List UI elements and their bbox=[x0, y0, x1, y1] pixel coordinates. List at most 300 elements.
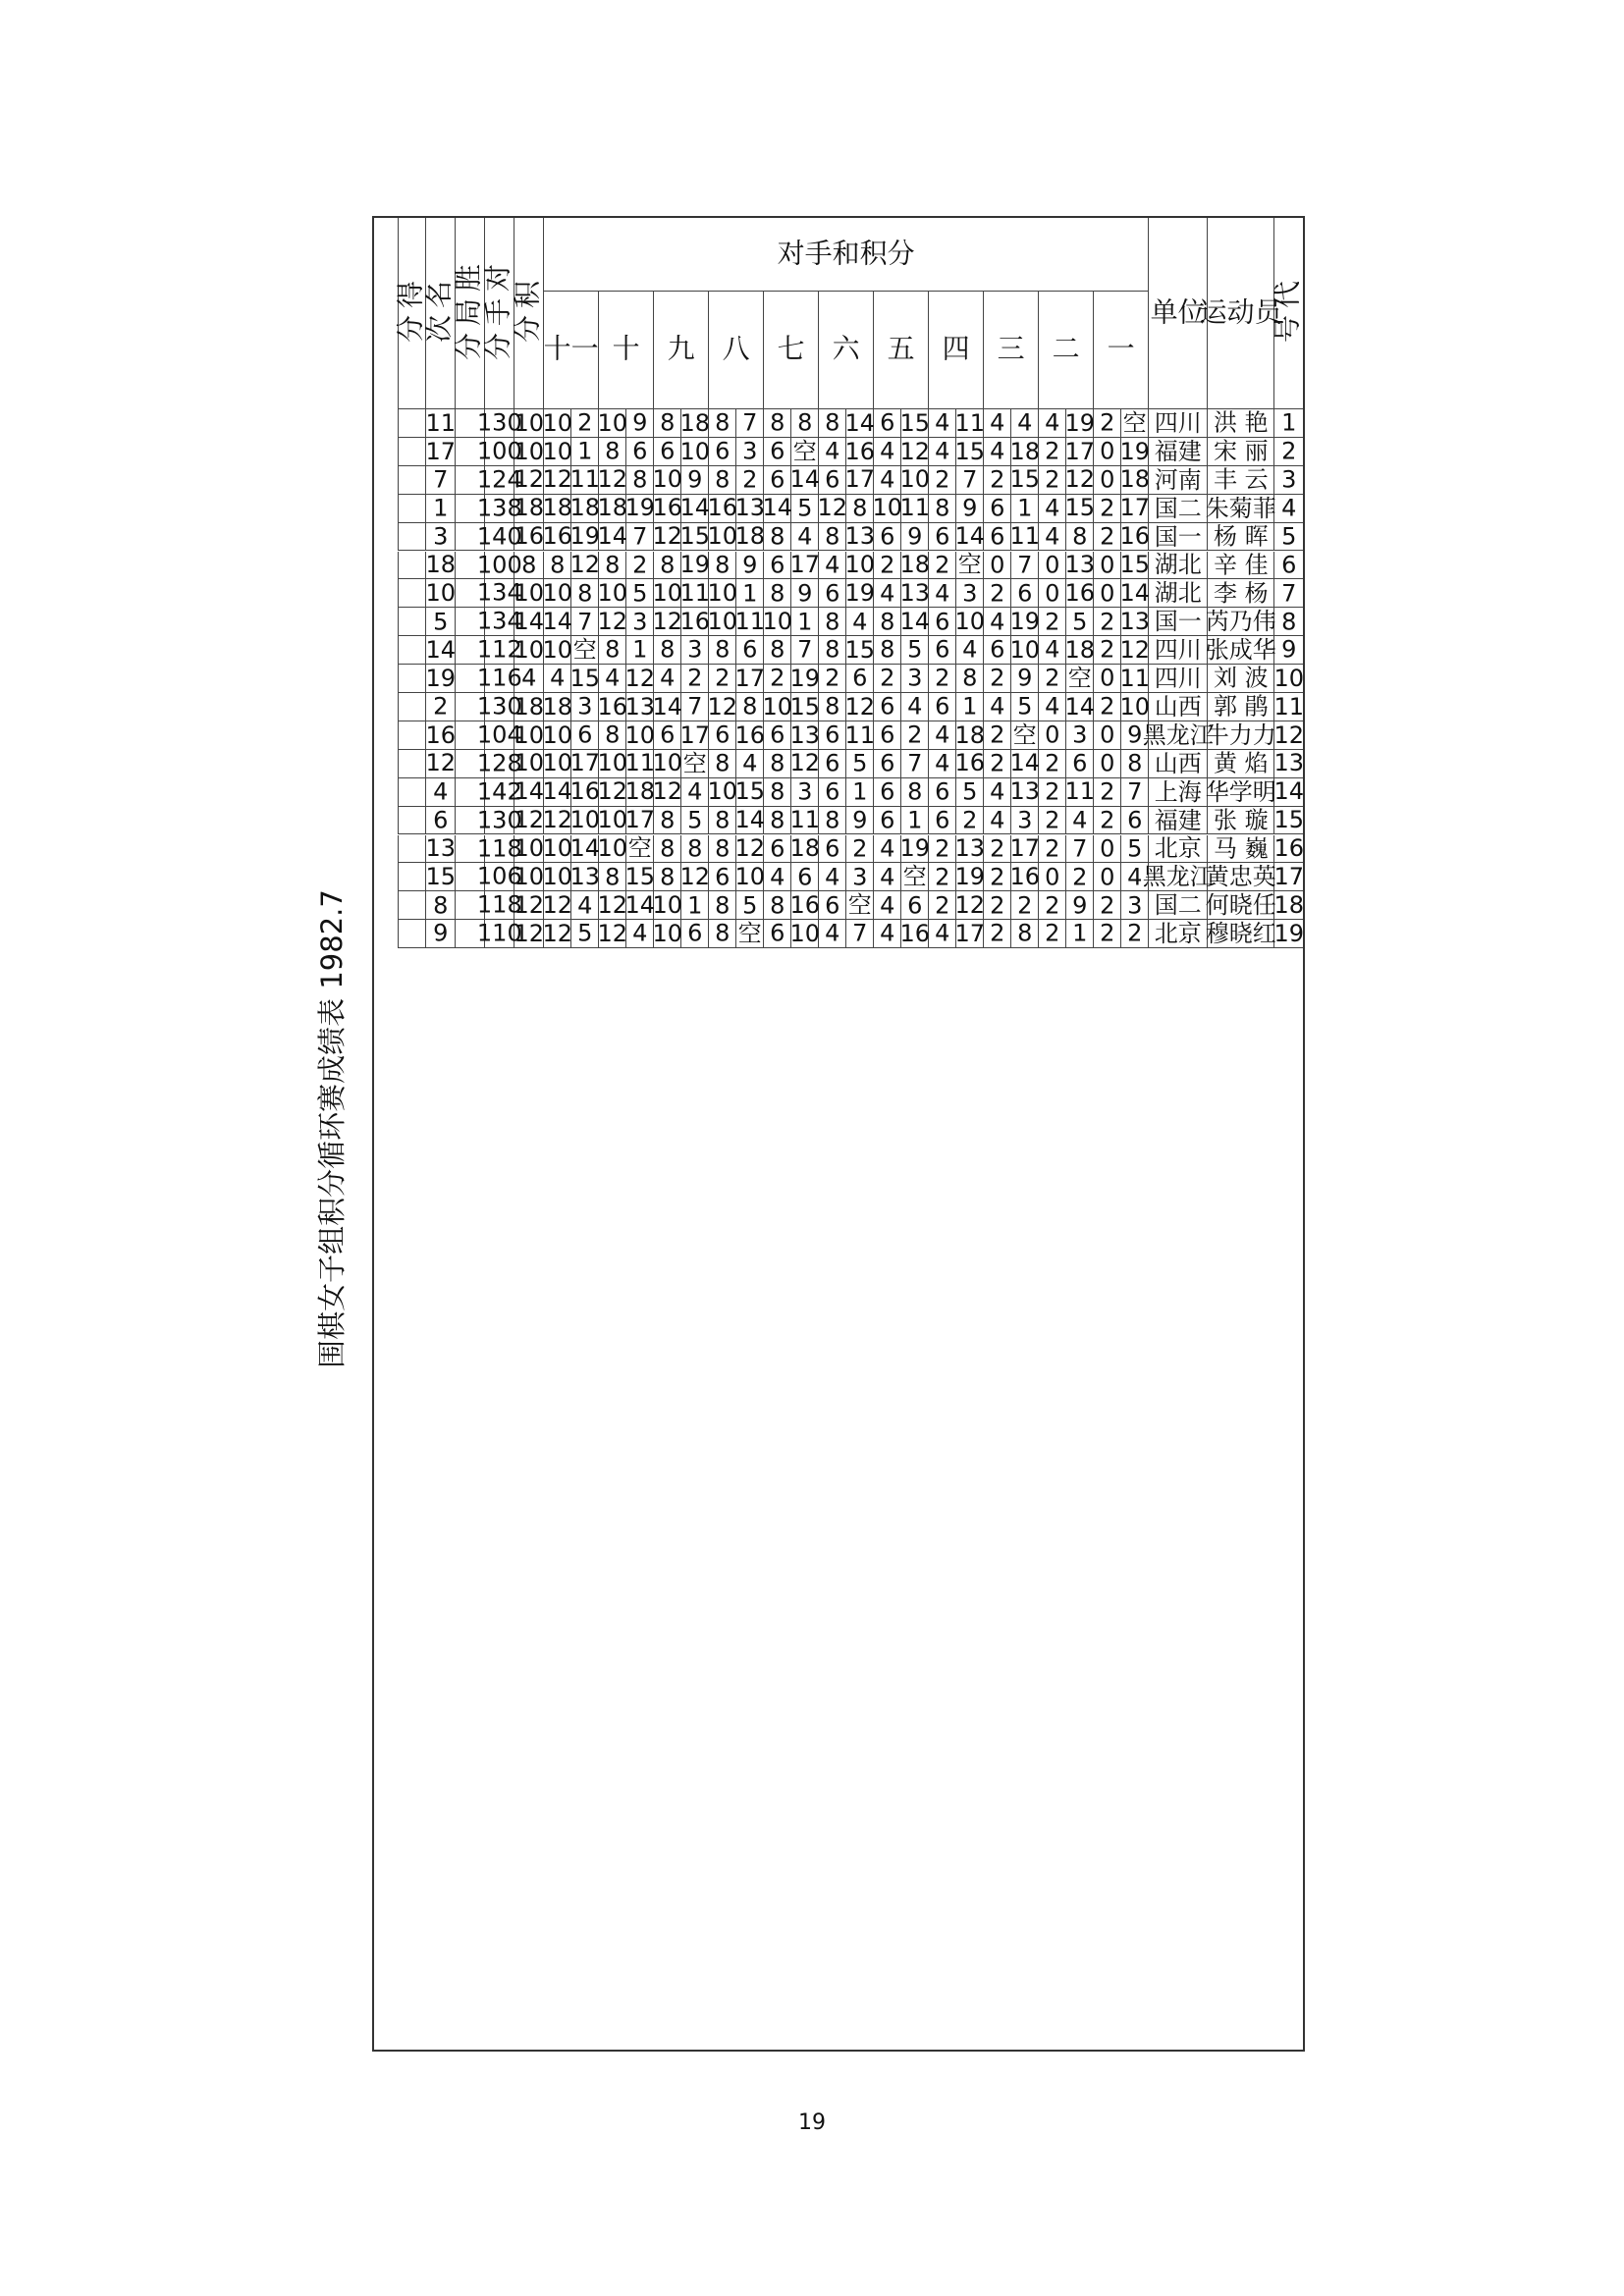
table-cell-r8b-text: 8 bbox=[659, 408, 676, 437]
table-cell-r5b bbox=[818, 721, 845, 750]
table-cell-r8b-text: 6 bbox=[659, 437, 676, 465]
table-cell-r7a bbox=[735, 409, 763, 438]
table-cell-r7b-text: 8 bbox=[714, 551, 731, 579]
table-cell-r0b-text: 0 bbox=[1099, 863, 1115, 891]
table-cell-r1b bbox=[1038, 579, 1065, 608]
table-cell-r1a bbox=[1065, 863, 1093, 891]
header-round-text: 四 bbox=[942, 333, 970, 366]
table-cell-r2b bbox=[983, 495, 1010, 523]
table-cell-r3a-text: 12 bbox=[954, 891, 985, 920]
table-cell-r10b bbox=[543, 920, 570, 948]
table-cell-r4a-text: 19 bbox=[899, 834, 930, 863]
table-cell-score bbox=[398, 438, 425, 466]
table-cell-points-text: 10 bbox=[514, 721, 544, 749]
table-cell-r7a-text: 13 bbox=[734, 494, 765, 522]
table-cell-points-text: 14 bbox=[514, 777, 544, 806]
table-cell-r6b bbox=[763, 523, 790, 552]
table-cell-r3a bbox=[955, 665, 983, 693]
table-cell-r1b bbox=[1038, 807, 1065, 835]
table-cell-r7b bbox=[708, 807, 735, 835]
table-cell-r2a bbox=[1010, 721, 1038, 750]
table-cell-rank-text: 15 bbox=[425, 863, 456, 891]
table-cell-rank bbox=[425, 636, 455, 665]
table-cell-r9a-text: 15 bbox=[624, 863, 655, 891]
table-cell-r10a-text: 11 bbox=[569, 465, 600, 494]
table-cell-r3b bbox=[928, 807, 955, 835]
table-cell-r7b bbox=[708, 920, 735, 948]
table-cell-r5a-text: 19 bbox=[844, 579, 875, 608]
table-cell-r4b-text: 10 bbox=[872, 494, 902, 522]
table-cell-r4a bbox=[900, 778, 928, 807]
table-cell-r6a-text: 17 bbox=[789, 551, 820, 579]
table-cell-r0b bbox=[1093, 721, 1120, 750]
table-cell-r0a-text: 16 bbox=[1119, 522, 1150, 551]
table-cell-r9b bbox=[598, 693, 625, 721]
table-cell-r10a bbox=[570, 552, 598, 580]
table-cell-r1b-text: 2 bbox=[1044, 608, 1060, 636]
table-cell-r5a bbox=[845, 920, 873, 948]
table-cell-r9b-text: 4 bbox=[604, 664, 621, 692]
table-cell-r0b bbox=[1093, 778, 1120, 807]
table-cell-unit-text: 国一 bbox=[1154, 522, 1202, 551]
table-cell-r0a-text: 18 bbox=[1119, 465, 1150, 494]
table-cell-r10b bbox=[543, 495, 570, 523]
table-cell-r4a bbox=[900, 523, 928, 552]
table-cell-r10a-text: 5 bbox=[576, 919, 593, 947]
table-cell-r2a bbox=[1010, 438, 1038, 466]
table-cell-r6a-text: 15 bbox=[789, 692, 820, 721]
table-cell-r1a-text: 19 bbox=[1064, 408, 1095, 437]
table-cell-r9a bbox=[625, 409, 653, 438]
table-cell-r3b-text: 6 bbox=[934, 692, 950, 721]
table-cell-r4a bbox=[900, 409, 928, 438]
table-cell-r9a-text: 5 bbox=[631, 579, 648, 608]
table-cell-rank bbox=[425, 438, 455, 466]
table-cell-rank bbox=[425, 608, 455, 636]
table-cell-r0a bbox=[1120, 835, 1148, 864]
table-cell-rank bbox=[425, 552, 455, 580]
table-cell-r1a bbox=[1065, 409, 1093, 438]
table-cell-r9b-text: 16 bbox=[597, 692, 627, 721]
table-cell-r0b-text: 2 bbox=[1099, 806, 1115, 834]
table-cell-r1b bbox=[1038, 409, 1065, 438]
table-cell-r1a bbox=[1065, 778, 1093, 807]
table-cell-r0b bbox=[1093, 807, 1120, 835]
table-cell-name-text: 丰 云 bbox=[1213, 465, 1269, 494]
table-cell-points-text: 10 bbox=[514, 749, 544, 777]
table-cell-r9b bbox=[598, 552, 625, 580]
table-cell-r10b-text: 12 bbox=[542, 465, 572, 494]
table-cell-name bbox=[1205, 777, 1276, 807]
table-cell-r6a bbox=[790, 778, 818, 807]
table-cell-r1a-text: 16 bbox=[1064, 579, 1095, 608]
table-cell-r9b-text: 12 bbox=[597, 891, 627, 920]
header-athlete-text: 运动员 bbox=[1199, 295, 1282, 329]
table-cell-r7a-text: 10 bbox=[734, 863, 765, 891]
table-cell-r9b-text: 10 bbox=[597, 408, 627, 437]
table-cell-r0a-text: 3 bbox=[1126, 891, 1143, 920]
table-cell-points-text: 12 bbox=[514, 806, 544, 834]
table-cell-r5a-text: 13 bbox=[844, 522, 875, 551]
table-cell-r2b bbox=[983, 693, 1010, 721]
table-cell-r3a-text: 8 bbox=[961, 664, 978, 692]
table-cell-r9b bbox=[598, 466, 625, 495]
table-cell-r7b bbox=[708, 863, 735, 891]
table-cell-r8a bbox=[680, 891, 708, 920]
header-round bbox=[653, 292, 708, 409]
table-cell-r2b-text: 2 bbox=[989, 465, 1005, 494]
table-cell-r9b-text: 12 bbox=[597, 919, 627, 947]
table-cell-opp bbox=[476, 664, 522, 693]
table-cell-r4a-text: 16 bbox=[899, 919, 930, 947]
table-cell-r8b-text: 8 bbox=[659, 635, 676, 664]
table-cell-r8b-text: 10 bbox=[652, 891, 682, 920]
table-cell-r10b bbox=[543, 665, 570, 693]
table-cell-r7a bbox=[735, 665, 763, 693]
table-cell-win bbox=[455, 863, 484, 891]
table-cell-rank bbox=[425, 721, 455, 750]
table-cell-r1a bbox=[1065, 579, 1093, 608]
table-cell-code-text: 2 bbox=[1280, 437, 1297, 465]
table-cell-score bbox=[398, 636, 425, 665]
table-cell-r3a bbox=[955, 807, 983, 835]
table-cell-r9a-text: 18 bbox=[624, 777, 655, 806]
table-cell-r0a-text: 7 bbox=[1126, 777, 1143, 806]
table-cell-r7a-text: 14 bbox=[734, 806, 765, 834]
table-cell-r9a-text: 9 bbox=[631, 408, 648, 437]
table-cell-rank-text: 5 bbox=[432, 608, 449, 636]
table-cell-r8a-text: 16 bbox=[679, 608, 710, 636]
table-cell-r7b bbox=[708, 665, 735, 693]
table-cell-points-text: 10 bbox=[514, 408, 544, 437]
table-cell-r3a-text: 4 bbox=[961, 635, 978, 664]
table-cell-name bbox=[1207, 523, 1273, 552]
table-cell-opp-text: 142 bbox=[476, 777, 522, 806]
table-cell-r7b-text: 8 bbox=[714, 749, 731, 777]
table-cell-opp-text: 118 bbox=[476, 891, 522, 920]
table-cell-unit-text: 湖北 bbox=[1154, 579, 1202, 608]
table-cell-r9a-text: 8 bbox=[631, 465, 648, 494]
table-cell-r10a bbox=[570, 807, 598, 835]
table-cell-opp bbox=[476, 494, 522, 523]
table-cell-rank bbox=[425, 693, 455, 721]
table-cell-opp bbox=[476, 408, 522, 438]
table-cell-r4b-text: 6 bbox=[879, 806, 895, 834]
table-title: 围棋女子组积分循环赛成绩表 1982.7 bbox=[315, 889, 349, 1368]
table-cell-r8a bbox=[680, 920, 708, 948]
table-cell-r10a bbox=[570, 863, 598, 891]
table-cell-unit bbox=[1148, 693, 1207, 721]
table-cell-r0b-text: 2 bbox=[1099, 777, 1115, 806]
table-cell-opp bbox=[476, 721, 522, 750]
table-cell-score bbox=[398, 863, 425, 891]
table-cell-name-text: 何晓任 bbox=[1205, 891, 1276, 920]
table-cell-r4b bbox=[873, 891, 900, 920]
table-cell-r0b bbox=[1093, 466, 1120, 495]
table-cell-r0b bbox=[1093, 693, 1120, 721]
table-cell-r2b-text: 4 bbox=[989, 608, 1005, 636]
table-cell-r2b bbox=[983, 608, 1010, 636]
table-cell-r3a-text: 19 bbox=[954, 863, 985, 891]
table-cell-r2a-text: 18 bbox=[1009, 437, 1040, 465]
table-cell-r4a-text: 1 bbox=[906, 806, 923, 834]
table-cell-r4b bbox=[873, 438, 900, 466]
table-cell-r6b bbox=[763, 863, 790, 891]
table-cell-r2a bbox=[1010, 495, 1038, 523]
table-cell-r1a bbox=[1065, 750, 1093, 778]
table-cell-r1a-text: 13 bbox=[1064, 551, 1095, 579]
header-win-points-text: 胜局分 bbox=[454, 262, 486, 364]
table-cell-r7a bbox=[735, 693, 763, 721]
table-cell-r8b bbox=[653, 665, 680, 693]
table-cell-r8a bbox=[680, 466, 708, 495]
table-cell-rank bbox=[425, 778, 455, 807]
table-cell-score bbox=[398, 579, 425, 608]
table-cell-r0b bbox=[1093, 891, 1120, 920]
table-cell-win bbox=[455, 466, 484, 495]
table-cell-r10a bbox=[570, 466, 598, 495]
header-points bbox=[514, 218, 543, 409]
table-cell-r5a-text: 4 bbox=[851, 608, 868, 636]
table-cell-r9a-text: 10 bbox=[624, 721, 655, 749]
table-cell-r7a-text: 3 bbox=[741, 437, 758, 465]
table-cell-opp bbox=[476, 919, 522, 948]
table-cell-r3b-text: 4 bbox=[934, 437, 950, 465]
header-win-points bbox=[455, 218, 484, 409]
table-cell-r10b-text: 10 bbox=[542, 721, 572, 749]
table-cell-r2b-text: 2 bbox=[989, 721, 1005, 749]
table-cell-r4a-text: 3 bbox=[906, 664, 923, 692]
table-cell-r0a bbox=[1120, 920, 1148, 948]
table-cell-r6b-text: 8 bbox=[769, 806, 785, 834]
table-cell-r5a bbox=[845, 636, 873, 665]
table-cell-r7a bbox=[735, 636, 763, 665]
table-cell-name-text: 李 杨 bbox=[1213, 579, 1269, 608]
table-cell-r7a-text: 7 bbox=[741, 408, 758, 437]
table-cell-r4b-text: 4 bbox=[879, 437, 895, 465]
table-cell-r7a bbox=[735, 466, 763, 495]
table-cell-r3a-text: 3 bbox=[961, 579, 978, 608]
table-cell-r8b bbox=[653, 778, 680, 807]
table-cell-r6a bbox=[790, 721, 818, 750]
table-cell-r0a-text: 14 bbox=[1119, 579, 1150, 608]
table-cell-r0b bbox=[1093, 438, 1120, 466]
table-cell-r10b bbox=[543, 409, 570, 438]
table-cell-rank-text: 14 bbox=[425, 635, 456, 664]
table-cell-points-text: 18 bbox=[514, 494, 544, 522]
table-cell-r8b-text: 14 bbox=[652, 692, 682, 721]
table-cell-r3a-text: 2 bbox=[961, 806, 978, 834]
table-cell-r6b-text: 6 bbox=[769, 721, 785, 749]
table-cell-r10a bbox=[570, 636, 598, 665]
table-cell-rank-text: 13 bbox=[425, 834, 456, 863]
table-cell-code bbox=[1273, 495, 1303, 523]
table-cell-r2a-text: 17 bbox=[1009, 834, 1040, 863]
table-cell-r7b bbox=[708, 466, 735, 495]
table-cell-r9b-text: 8 bbox=[604, 437, 621, 465]
table-cell-r9b-text: 10 bbox=[597, 806, 627, 834]
table-cell-r10b bbox=[543, 721, 570, 750]
table-cell-r3b-text: 2 bbox=[934, 863, 950, 891]
header-round-text: 一 bbox=[1107, 333, 1135, 366]
table-cell-r2b bbox=[983, 807, 1010, 835]
table-cell-r10b bbox=[543, 863, 570, 891]
table-cell-r8b-text: 4 bbox=[659, 664, 676, 692]
table-cell-r7a bbox=[735, 579, 763, 608]
table-cell-r4b-text: 4 bbox=[879, 579, 895, 608]
table-cell-r3a bbox=[955, 863, 983, 891]
table-cell-r3a-text: 17 bbox=[954, 919, 985, 947]
table-cell-code-text: 8 bbox=[1280, 608, 1297, 636]
table-cell-r0a-text: 2 bbox=[1126, 919, 1143, 947]
table-cell-r7b bbox=[708, 835, 735, 864]
header-score bbox=[396, 218, 428, 409]
table-cell-opp-text: 104 bbox=[476, 721, 522, 749]
table-cell-r0a bbox=[1120, 636, 1148, 665]
table-cell-r9b-text: 12 bbox=[597, 608, 627, 636]
header-round bbox=[1038, 292, 1093, 409]
table-cell-r0a-text: 12 bbox=[1119, 635, 1150, 664]
table-cell-name bbox=[1207, 552, 1273, 580]
table-cell-r3a bbox=[955, 920, 983, 948]
table-cell-code-text: 11 bbox=[1273, 692, 1304, 721]
table-cell-r10a-text: 16 bbox=[569, 777, 600, 806]
table-cell-code bbox=[1273, 466, 1303, 495]
table-cell-r0a bbox=[1120, 523, 1148, 552]
table-cell-r4b bbox=[873, 835, 900, 864]
table-cell-r7a bbox=[735, 750, 763, 778]
table-cell-name-text: 辛 佳 bbox=[1213, 551, 1269, 579]
header-round-text: 十一 bbox=[543, 333, 599, 366]
table-cell-r0b-text: 2 bbox=[1099, 494, 1115, 522]
table-cell-r1a bbox=[1065, 523, 1093, 552]
table-cell-r10b-text: 12 bbox=[542, 806, 572, 834]
table-cell-r3a bbox=[955, 466, 983, 495]
table-cell-unit-text: 国二 bbox=[1154, 494, 1202, 522]
table-cell-r7a-text: 2 bbox=[741, 465, 758, 494]
table-cell-r5b bbox=[818, 636, 845, 665]
table-cell-r10b-text: 16 bbox=[542, 522, 572, 551]
table-cell-r7b-text: 12 bbox=[707, 692, 737, 721]
table-cell-r3b bbox=[928, 721, 955, 750]
table-cell-r2a bbox=[1010, 409, 1038, 438]
table-cell-r8a-text: 11 bbox=[679, 579, 710, 608]
table-cell-opp-text: 138 bbox=[476, 494, 522, 522]
table-cell-r2a-text: 9 bbox=[1016, 664, 1033, 692]
table-cell-r5a-text: 7 bbox=[851, 919, 868, 947]
table-cell-score bbox=[398, 608, 425, 636]
table-cell-rank-text: 11 bbox=[425, 408, 456, 437]
table-cell-r1b bbox=[1038, 835, 1065, 864]
table-cell-r7a-text: 8 bbox=[741, 692, 758, 721]
table-cell-r2a bbox=[1010, 778, 1038, 807]
table-cell-r4a bbox=[900, 608, 928, 636]
table-cell-r8b bbox=[653, 807, 680, 835]
header-points-text: 积分 bbox=[513, 280, 545, 347]
table-cell-score bbox=[398, 409, 425, 438]
table-cell-r7a-text: 4 bbox=[741, 749, 758, 777]
table-cell-r5b-text: 4 bbox=[824, 551, 840, 579]
table-cell-r4b bbox=[873, 721, 900, 750]
table-cell-r5b bbox=[818, 920, 845, 948]
table-cell-win bbox=[455, 778, 484, 807]
table-cell-r2b bbox=[983, 466, 1010, 495]
table-cell-r5a bbox=[845, 523, 873, 552]
table-cell-name-text: 朱菊菲 bbox=[1205, 494, 1276, 522]
table-cell-r9b bbox=[598, 920, 625, 948]
header-code-text: 代号 bbox=[1272, 280, 1305, 347]
table-cell-r8b-text: 12 bbox=[652, 522, 682, 551]
table-cell-r5b-text: 8 bbox=[824, 692, 840, 721]
table-cell-r2b bbox=[983, 891, 1010, 920]
table-cell-r0b-text: 0 bbox=[1099, 437, 1115, 465]
table-cell-opp bbox=[476, 806, 522, 835]
table-cell-r4a bbox=[900, 466, 928, 495]
table-cell-unit bbox=[1148, 891, 1207, 920]
table-cell-r6b bbox=[763, 608, 790, 636]
table-cell-r0a-text: 8 bbox=[1126, 749, 1143, 777]
table-cell-unit bbox=[1148, 495, 1207, 523]
table-cell-r2a bbox=[1010, 665, 1038, 693]
table-cell-code bbox=[1273, 891, 1303, 920]
table-cell-name bbox=[1207, 438, 1273, 466]
table-cell-r5b bbox=[818, 608, 845, 636]
table-cell-r2a-text: 3 bbox=[1016, 806, 1033, 834]
table-cell-r4b bbox=[873, 579, 900, 608]
table-cell-r6a-text: 3 bbox=[796, 777, 813, 806]
table-cell-r3b bbox=[928, 409, 955, 438]
table-cell-win bbox=[455, 495, 484, 523]
table-cell-r2b bbox=[983, 920, 1010, 948]
table-cell-r2a-text: 19 bbox=[1009, 608, 1040, 636]
table-cell-r8a bbox=[680, 409, 708, 438]
page-number: 19 bbox=[798, 2110, 826, 2135]
table-cell-r9a bbox=[625, 750, 653, 778]
table-cell-r5b bbox=[818, 750, 845, 778]
table-cell-r7b-text: 16 bbox=[707, 494, 737, 522]
table-cell-r5b-text: 8 bbox=[824, 408, 840, 437]
table-cell-r8a-text: 12 bbox=[679, 863, 710, 891]
header-round-text: 八 bbox=[722, 333, 750, 366]
table-cell-r6a bbox=[790, 466, 818, 495]
table-cell-r1b bbox=[1038, 495, 1065, 523]
table-cell-r8a bbox=[680, 693, 708, 721]
header-athlete bbox=[1199, 218, 1282, 409]
table-cell-r9b bbox=[598, 495, 625, 523]
table-cell-r2b-text: 4 bbox=[989, 806, 1005, 834]
table-cell-r7a-text: 6 bbox=[741, 635, 758, 664]
table-cell-unit bbox=[1148, 807, 1207, 835]
table-cell-name-text: 牛力力 bbox=[1205, 721, 1276, 749]
table-cell-r1b bbox=[1038, 920, 1065, 948]
table-cell-points-text: 4 bbox=[520, 664, 537, 692]
table-cell-r5a bbox=[845, 608, 873, 636]
table-cell-score bbox=[398, 835, 425, 864]
table-cell-r7b-text: 8 bbox=[714, 635, 731, 664]
table-cell-code-text: 14 bbox=[1273, 777, 1304, 806]
table-cell-r6a-text: 空 bbox=[792, 437, 817, 465]
table-cell-r1b-text: 2 bbox=[1044, 834, 1060, 863]
table-cell-win bbox=[455, 920, 484, 948]
table-cell-opp-text: 100 bbox=[476, 437, 522, 465]
table-cell-opp-text: 116 bbox=[476, 664, 522, 692]
table-cell-r3b bbox=[928, 608, 955, 636]
table-cell-win bbox=[455, 579, 484, 608]
table-cell-r2b-text: 2 bbox=[989, 749, 1005, 777]
table-cell-r9b-text: 12 bbox=[597, 465, 627, 494]
table-cell-name bbox=[1207, 750, 1273, 778]
table-cell-r6a-text: 5 bbox=[796, 494, 813, 522]
